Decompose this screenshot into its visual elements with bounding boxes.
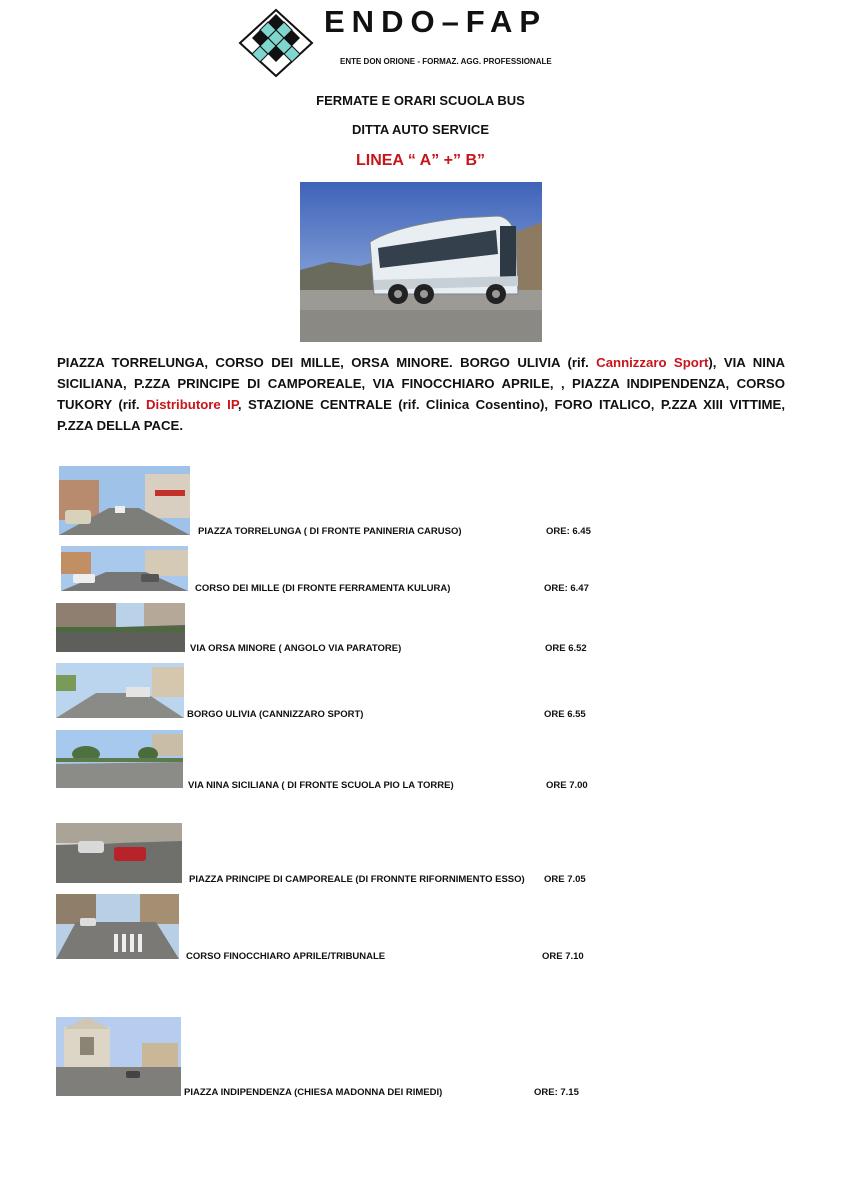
stop-time: ORE: 7.15 — [534, 1087, 579, 1098]
stop-photo — [61, 546, 188, 591]
stop-time: ORE 7.10 — [542, 951, 584, 962]
stop-name: CORSO FINOCCHIARO APRILE/TRIBUNALE — [186, 951, 386, 962]
page-title: FERMATE E ORARI SCUOLA BUS — [316, 93, 525, 108]
route-text-3: , STAZIONE CENTRALE (rif. Clinica Cosentino), FORO ITALICO, P.ZZA XIII VITTIME, P.ZZA DELLA PACE. — [57, 397, 786, 433]
logo-title: ENDO–FAP — [324, 4, 548, 39]
route-text-2: ), VIA NINA SICILIANA, P.ZZA PRINCIPE DI CAMPOREALE, VIA FINOCCHIARO APRILE, , PIAZZA INDIPENDENZA, CORSO TUKORY (rif. — [57, 355, 785, 412]
stop-time: ORE 6.55 — [544, 709, 586, 720]
stop-photo — [56, 1017, 181, 1096]
stop-time: ORE 7.00 — [546, 780, 588, 791]
stop-photo — [56, 730, 183, 788]
route-highlight-distributore: Distributore IP — [146, 397, 238, 412]
logo-subtitle: ENTE DON ORIONE - FORMAZ. AGG. PROFESSIONALE — [340, 57, 552, 66]
stop-name: VIA NINA SICILIANA ( DI FRONTE SCUOLA PIO LA TORRE) — [188, 780, 454, 791]
stop-time: ORE 7.05 — [544, 874, 586, 885]
stop-photo — [56, 823, 182, 883]
company-name: DITTA AUTO SERVICE — [352, 122, 489, 137]
stop-photo — [59, 466, 190, 535]
stop-name: CORSO DEI MILLE (DI FRONTE FERRAMENTA KULURA) — [195, 583, 451, 594]
stop-name: BORGO ULIVIA (CANNIZZARO SPORT) — [187, 709, 364, 720]
stop-time: ORE: 6.45 — [546, 526, 591, 537]
bus-photo — [300, 182, 542, 342]
stop-photo — [56, 894, 179, 959]
stop-name: VIA ORSA MINORE ( ANGOLO VIA PARATORE) — [190, 643, 402, 654]
route-description — [57, 352, 785, 436]
stop-name: PIAZZA PRINCIPE DI CAMPOREALE (DI FRONNTE RIFORNIMENTO ESSO) — [189, 874, 525, 885]
route-highlight-cannizzaro: Cannizzaro Sport — [596, 355, 709, 370]
endo-fap-logo — [238, 8, 314, 78]
stop-time: ORE: 6.47 — [544, 583, 589, 594]
stop-time: ORE 6.52 — [545, 643, 587, 654]
line-title: LINEA “ A” +” B” — [355, 152, 486, 169]
stop-photo — [56, 663, 184, 718]
route-text-1: PIAZZA TORRELUNGA, CORSO DEI MILLE, ORSA MINORE. BORGO ULIVIA (rif. — [57, 355, 597, 370]
stop-photo — [56, 603, 185, 652]
stop-name: PIAZZA TORRELUNGA ( DI FRONTE PANINERIA CARUSO) — [198, 526, 462, 537]
stop-name: PIAZZA INDIPENDENZA (CHIESA MADONNA DEI RIMEDI) — [184, 1087, 443, 1098]
